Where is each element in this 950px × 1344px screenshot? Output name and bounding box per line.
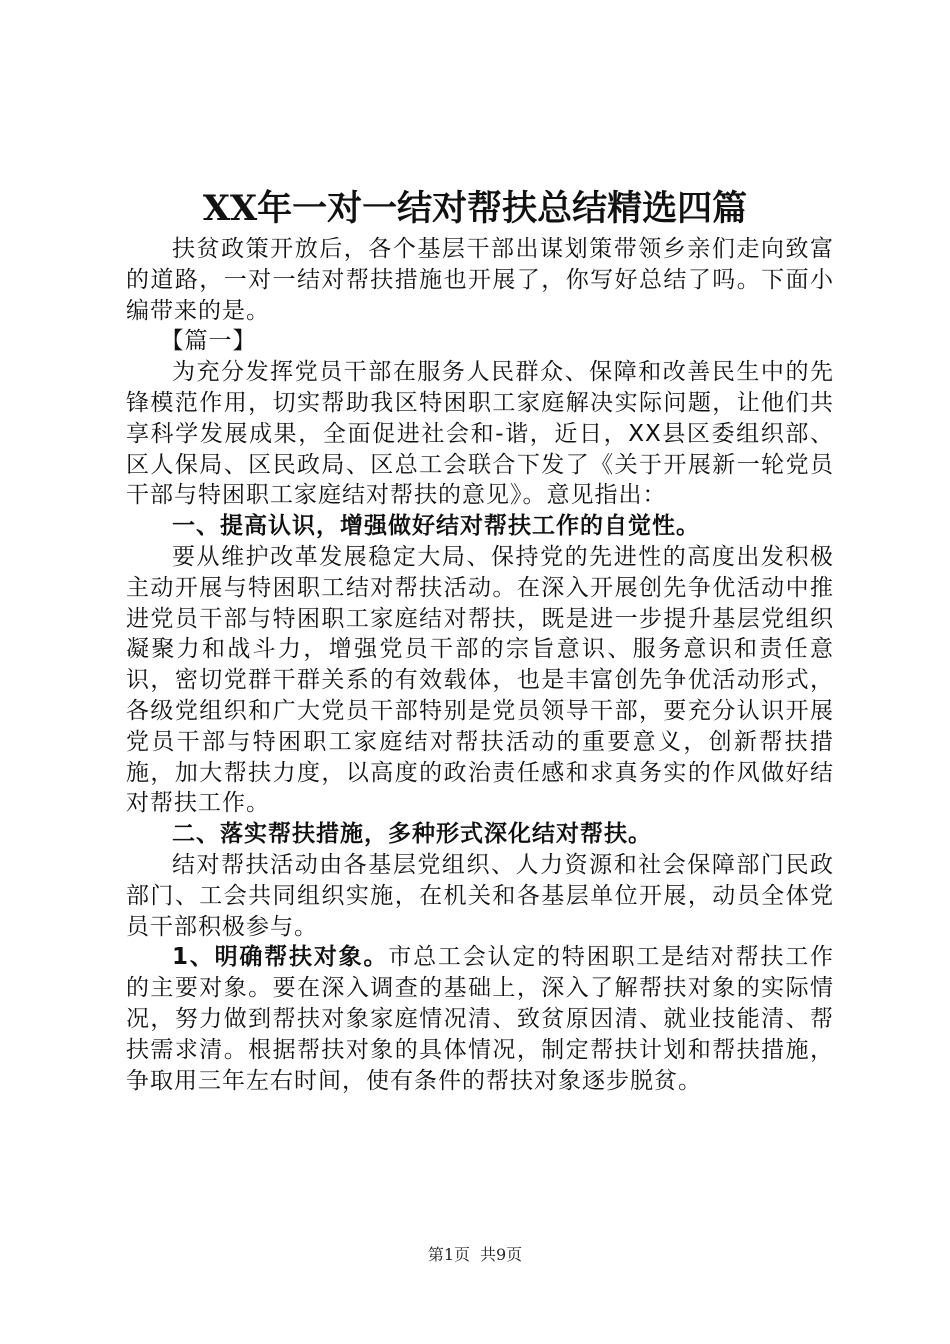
page-number: 第1页 xyxy=(427,1245,470,1264)
document-title: XX年一对一结对帮扶总结精选四篇 xyxy=(202,188,748,229)
paragraph-4 xyxy=(126,942,834,1096)
paragraph-1: 为充分发挥党员干部在服务人民群众、保障和改善民生中的先锋模范作用，切实帮助我区特困职工家庭解决实际问题，让他们共享科学发展成果，全面促进社会和-谐，近日，XX县区委组织部、区人保局、区民政局、区总工会联合下发了《关于开展新一轮党员干部与特困职工家庭结对帮扶的意见》。意见指出： xyxy=(126,359,834,509)
paragraph-2: 要从维护改革发展稳定大局、保持党的先进性的高度出发积极主动开展与特困职工结对帮扶活动。在深入开展创先争优活动中推进党员干部与特困职工家庭结对帮扶，既是进一步提升基层党组织凝聚力和战斗力，增强党员干部的宗旨意识、服务意识和责任意识，密切党群干群关系的有效载体，也是丰富创先争优活动形式，各级党组织和广大党员干部特别是党员领导干部，要充分认识开展党员干部与特困职工家庭结对帮扶活动的重要意义，创新帮扶措施，加大帮扶力度，以高度的政治责任感和求真务实的作风做好结对帮扶工作。 xyxy=(126,543,834,817)
heading-1: 一、提高认识，增强做好结对帮扶工作的自觉性。 xyxy=(172,513,700,540)
heading-2: 二、落实帮扶措施，多种形式深化结对帮扶。 xyxy=(172,821,652,848)
paragraph-3: 结对帮扶活动由各基层党组织、人力资源和社会保障部门民政部门、工会共同组织实施，在机关和各基层单位开展，动员全体党员干部积极参与。 xyxy=(126,851,834,940)
page-total: 共9页 xyxy=(480,1245,523,1264)
paragraph-4-lead: 1、明确帮扶对象。 xyxy=(172,944,389,971)
document-body xyxy=(126,234,834,1096)
paragraph-4-text: 市总工会认定的特困职工是结对帮扶工作的主要对象。要在深入调查的基础上，深入了解帮扶对象的实际情况，努力做到帮扶对象家庭情况清、致贫原因清、就业技能清、帮扶需求清。根据帮扶对象的具体情况，制定帮扶计划和帮扶措施，争取用三年左右时间，使有条件的帮扶对象逐步脱贫。 xyxy=(126,944,835,1094)
page-footer xyxy=(0,1244,950,1266)
intro-paragraph: 扶贫政策开放后，各个基层干部出谋划策带领乡亲们走向致富的道路，一对一结对帮扶措施也开展了，你写好总结了吗。下面小编带来的是。 xyxy=(126,236,834,324)
section-label: 【篇一】 xyxy=(160,328,257,355)
